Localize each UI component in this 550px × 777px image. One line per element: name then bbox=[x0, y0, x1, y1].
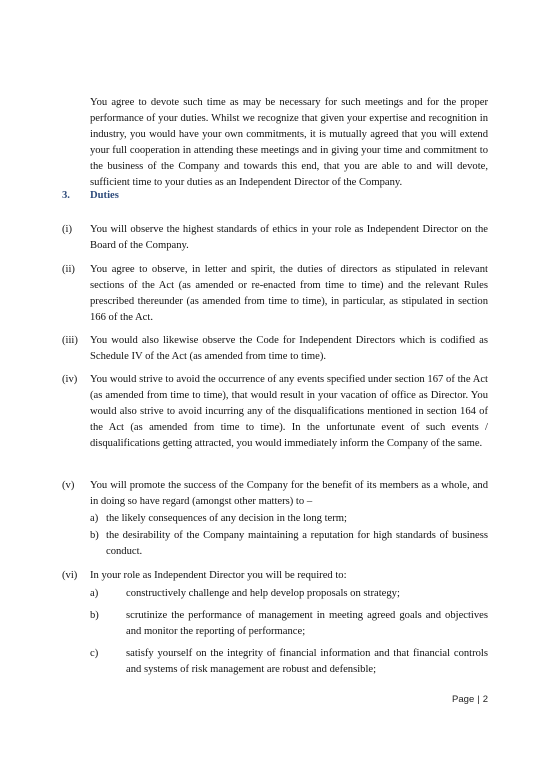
item-number: (ii) bbox=[62, 264, 75, 275]
sub-letter: b) bbox=[90, 610, 99, 621]
item-number: (v) bbox=[62, 480, 75, 491]
sub-item-a bbox=[90, 511, 488, 527]
page-label: Page bbox=[452, 694, 475, 705]
sub-text: satisfy yourself on the integrity of financial information and that financial controls and systems of risk management are robust and defensible; bbox=[126, 648, 488, 675]
section-title: Duties bbox=[90, 190, 119, 201]
sub-item-c bbox=[90, 646, 488, 678]
duty-item-iii bbox=[62, 333, 488, 365]
sub-item-a bbox=[90, 586, 488, 602]
duty-item-iv bbox=[62, 372, 488, 452]
duty-item-v bbox=[62, 478, 488, 560]
page-footer bbox=[452, 694, 488, 705]
sub-letter: a) bbox=[90, 513, 99, 524]
item-number: (i) bbox=[62, 224, 72, 235]
item-text: You would strive to avoid the occurrence of any events specified under section 167 of the Act (as amended from time to time), that would result in your vacation of office as Director. You would also strive to avoid incurring any of the disqualifications mentioned in section 164 of the Act (as amended from time to time). In the unfortunate event of such events / disqualifications getting attracted, you would immediately inform the Company of the same. bbox=[90, 374, 488, 449]
sub-text: constructively challenge and help develop proposals on strategy; bbox=[126, 588, 400, 599]
item-number: (iii) bbox=[62, 335, 78, 346]
sub-item-b bbox=[90, 528, 488, 560]
sub-letter: c) bbox=[90, 648, 99, 659]
item-number: (iv) bbox=[62, 374, 78, 385]
section-number: 3. bbox=[62, 190, 70, 201]
duty-item-ii bbox=[62, 262, 488, 326]
item-text: In your role as Independent Director you will be required to: bbox=[90, 570, 347, 581]
item-text: You agree to observe, in letter and spirit, the duties of directors as stipulated in relevant sections of the Act (as amended or re-enacted from time to time) and the relevant Rules prescribed thereunder (as amended from time to time), in particular, as stipulated in section 166 of the Act. bbox=[90, 264, 488, 323]
duty-item-vi bbox=[62, 568, 488, 678]
sub-item-b bbox=[90, 608, 488, 640]
item-text: You will promote the success of the Company for the benefit of its members as a whole, and in doing so have regard (amongst other matters) to – bbox=[90, 480, 488, 507]
sub-letter: a) bbox=[90, 588, 99, 599]
sub-text: the likely consequences of any decision in the long term; bbox=[106, 513, 347, 524]
sub-letter: b) bbox=[90, 530, 99, 541]
item-text: You would also likewise observe the Code for Independent Directors which is codified as Schedule IV of the Act (as amended from time to time). bbox=[90, 335, 488, 362]
sub-text: the desirability of the Company maintaining a reputation for high standards of business conduct. bbox=[106, 530, 488, 557]
item-text: You will observe the highest standards of ethics in your role as Independent Director on the Board of the Company. bbox=[90, 224, 488, 251]
item-number: (vi) bbox=[62, 570, 78, 581]
section-heading bbox=[62, 190, 119, 201]
sub-text: scrutinize the performance of management in meeting agreed goals and objectives and monitor the reporting of performance; bbox=[126, 610, 488, 637]
page-separator: | bbox=[477, 694, 480, 705]
page-number: 2 bbox=[482, 694, 488, 705]
duty-item-i bbox=[62, 222, 488, 254]
intro-paragraph: You agree to devote such time as may be necessary for such meetings and for the proper performance of your duties. Whilst we recognize that given your expertise and recognition in industry, you would have your own commitments, it is mutually agreed that you will extend your full cooperation in attending these meetings and in giving your time and commitment to the business of the Company and towards this end, that you are able to and will devote, sufficient time to your duties as an Independent Director of the Company. bbox=[90, 97, 488, 188]
